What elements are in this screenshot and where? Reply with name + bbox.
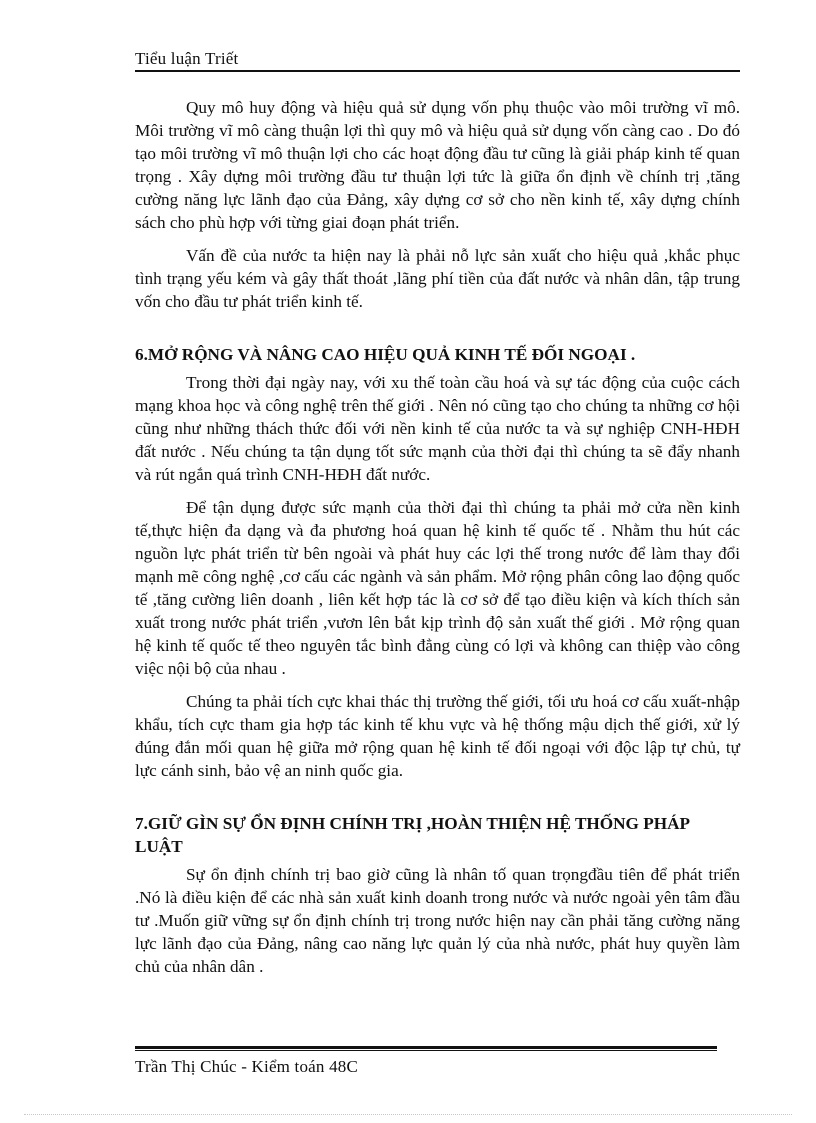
page-footer	[135, 1046, 717, 1078]
footer-rule	[135, 1046, 717, 1051]
section-heading: 7.GIỮ GÌN SỰ ỔN ĐỊNH CHÍNH TRỊ ,HOÀN THIỆN HỆ THỐNG PHÁP LUẬT	[135, 814, 690, 856]
body-paragraph: Trong thời đại ngày nay, với xu thế toàn cầu hoá và sự tác động của cuộc cách mạng khoa học và công nghệ trên thế giới . Nên nó cũng tạo cho chúng ta những cơ hội cũng như những thách thức đối với nền kinh tế của nước ta và sự nghiệp CNH-HĐH đất nước . Nếu chúng ta tận dụng tốt sức mạnh của thời đại thì chúng ta sẽ đẩy nhanh và rút ngắn quá trình CNH-HĐH đất nước.	[135, 373, 740, 484]
body-paragraph: Sự ổn định chính trị bao giờ cũng là nhân tố quan trọngđầu tiên để phát triển .Nó là điều kiện để các nhà sản xuất kinh doanh trong nước và nước ngoài yên tâm đầu tư .Muốn giữ vững sự ổn định chính trị trong nước hiện nay cần phải tăng cường năng lực lãnh đạo của Đảng, nâng cao năng lực quản lý của nhà nước, phát huy quyền làm chủ của nhân dân .	[135, 865, 740, 976]
header-rule	[135, 70, 740, 72]
footer-text: Trần Thị Chúc - Kiểm toán 48C	[135, 1057, 359, 1076]
body-paragraph: Quy mô huy động và hiệu quả sử dụng vốn phụ thuộc vào môi trường vĩ mô. Môi trường vĩ mô càng thuận lợi thì quy mô và hiệu quả sử dụng vốn càng cao . Do đó tạo môi trường vĩ mô thuận lợi cho các hoạt động đầu tư cũng là giải pháp kinh tế quan trọng . Xây dựng môi trường đầu tư thuận lợi tức là giữa ổn định về chính trị ,tăng cường năng lực lãnh đạo của Đảng, xây dựng cơ sở cho nền kinh tế, xây dựng chính sách cho phù hợp với từng giai đoạn phát triển.	[135, 98, 740, 232]
body-paragraph: Vấn đề của nước ta hiện nay là phải nỗ lực sản xuất cho hiệu quả ,khắc phục tình trạng yếu kém và gây thất thoát ,lãng phí tiền của đất nước và nhân dân, tập trung vốn cho đầu tư phát triển kinh tế.	[135, 246, 740, 311]
page-content	[135, 96, 740, 988]
body-paragraph: Chúng ta phải tích cực khai thác thị trường thế giới, tối ưu hoá cơ cấu xuất-nhập khẩu, tích cực tham gia hợp tác kinh tế khu vực và hệ thống mậu dịch thế giới, xử lý đúng đắn mối quan hệ giữa mở rộng quan hệ kinh tế đối ngoại với độc lập tự chủ, tự lực cánh sinh, bảo vệ an ninh quốc gia.	[135, 692, 740, 780]
page-header	[135, 48, 740, 72]
section-heading: 6.MỞ RỘNG VÀ NÂNG CAO HIỆU QUẢ KINH TẾ ĐỐI NGOẠI .	[135, 345, 636, 364]
page-edge-dots	[24, 1114, 792, 1115]
header-title: Tiểu luận Triết	[135, 49, 239, 68]
body-paragraph: Để tận dụng được sức mạnh của thời đại thì chúng ta phải mở cửa nền kinh tế,thực hiện đa dạng và đa phương hoá quan hệ kinh tế quốc tế . Nhằm thu hút các nguồn lực phát triển từ bên ngoài và phát huy các lợi thế trong nước để làm thay đổi mạnh mẽ công nghệ ,cơ cấu các ngành và sản phẩm. Mở rộng phân công lao động quốc tế ,tăng cường liên doanh , liên kết hợp tác là cơ sở để tạo điều kiện và kích thích sản xuất trong nước phát triển ,vươn lên bắt kịp trình độ sản xuất thế giới . Mở rộng quan hệ kinh tế quốc tế theo nguyên tắc bình đẳng cùng có lợi và không can thiệp vào công việc nội bộ của nhau .	[135, 498, 740, 678]
